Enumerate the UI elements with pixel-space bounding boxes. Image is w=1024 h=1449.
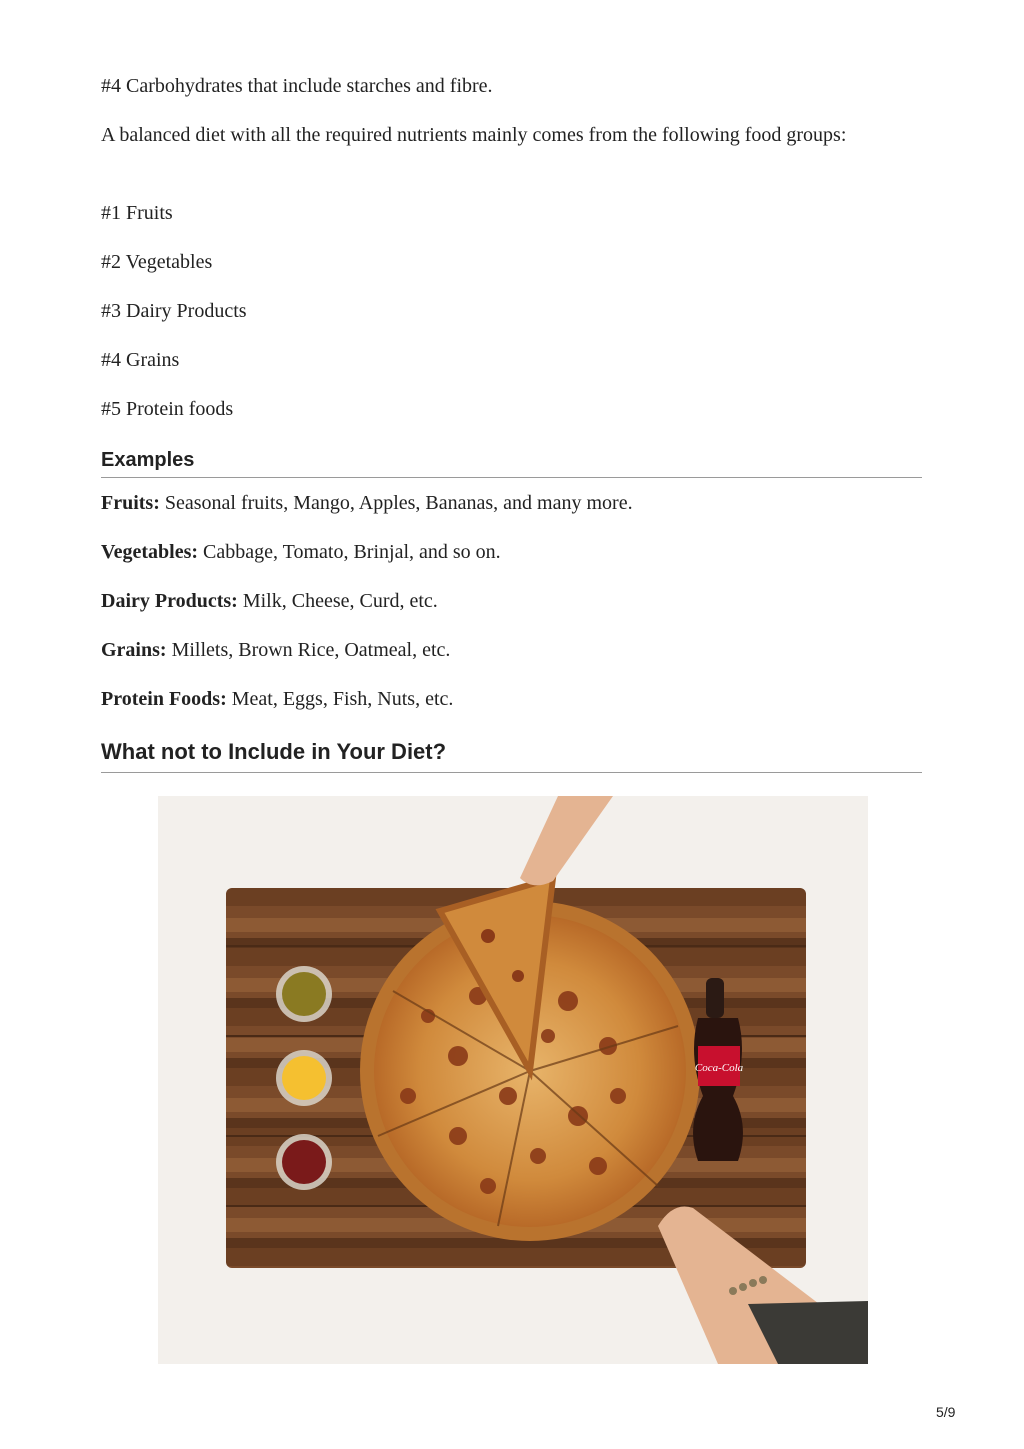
example-text: Millets, Brown Rice, Oatmeal, etc.: [166, 639, 451, 661]
food-group-item: #1 Fruits: [101, 202, 173, 224]
example-vegetables: [101, 538, 922, 566]
example-label: Protein Foods:: [101, 688, 227, 710]
what-not-heading: What not to Include in Your Diet?: [101, 738, 922, 773]
example-text: Meat, Eggs, Fish, Nuts, etc.: [226, 688, 454, 710]
bottle-label: Coca-Cola: [694, 1062, 744, 1074]
food-group-item: #5 Protein foods: [101, 398, 234, 420]
example-text: Milk, Cheese, Curd, etc.: [237, 590, 438, 612]
example-text: Cabbage, Tomato, Brinjal, and so on.: [198, 541, 501, 563]
example-protein: [101, 685, 922, 713]
examples-heading: Examples: [101, 447, 922, 478]
example-text: Seasonal fruits, Mango, Apples, Bananas, and many more.: [159, 492, 633, 514]
pizza-photo: [158, 796, 868, 1364]
pizza-illustration: [158, 796, 868, 1364]
example-label: Grains:: [101, 639, 167, 661]
food-group-item: #3 Dairy Products: [101, 300, 247, 322]
sauce-cups: [276, 966, 332, 1190]
example-fruits: [101, 489, 922, 517]
carbs-line: #4 Carbohydrates that include starches and fibre.: [101, 75, 493, 97]
page-number: 5/9: [936, 1404, 956, 1420]
example-label: Dairy Products:: [101, 590, 238, 612]
example-label: Fruits:: [101, 492, 160, 514]
balanced-diet-paragraph: A balanced diet with all the required nutrients mainly comes from the following food groups:: [101, 124, 847, 146]
food-group-item: #4 Grains: [101, 349, 180, 371]
food-group-item: #2 Vegetables: [101, 251, 213, 273]
example-grains: [101, 636, 922, 664]
example-label: Vegetables:: [101, 541, 199, 563]
example-dairy: [101, 587, 922, 615]
